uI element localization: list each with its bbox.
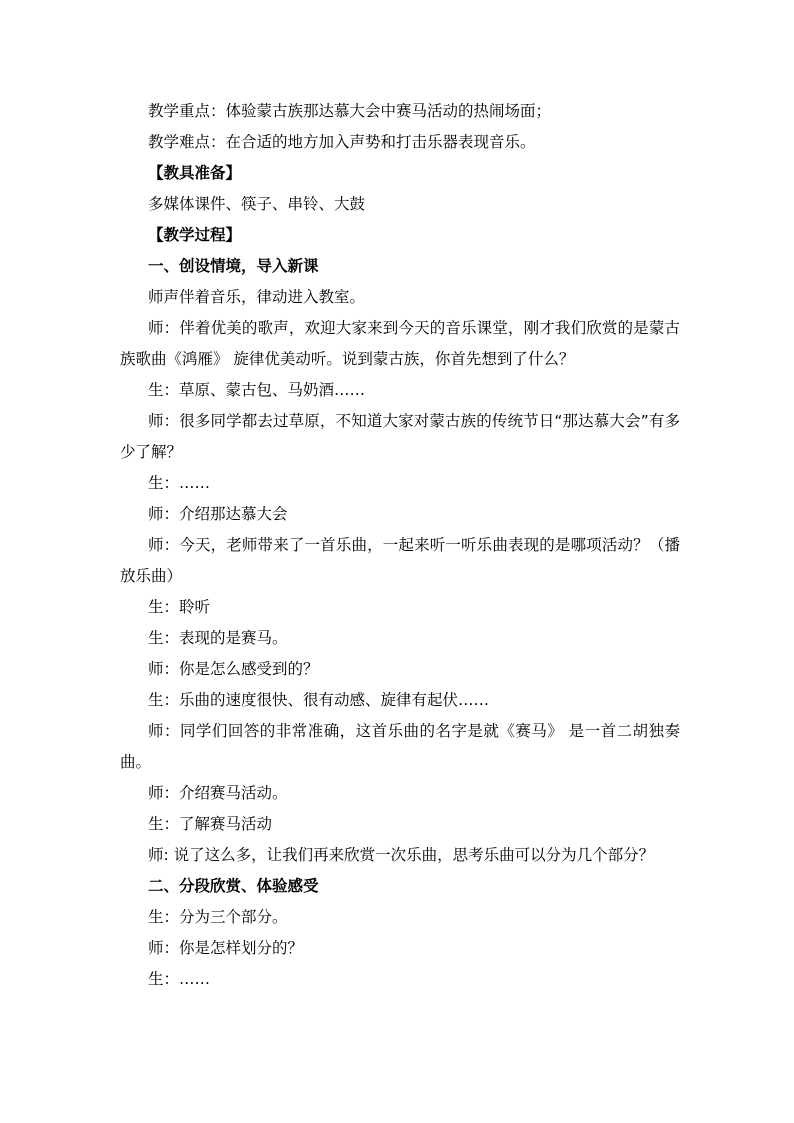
text-line-teaching-focus: 教学重点：体验蒙古族那达慕大会中赛马活动的热闹场面； bbox=[148, 102, 552, 120]
text-line: 师：介绍赛马活动。 bbox=[148, 784, 288, 802]
text-line: 生：…… bbox=[148, 474, 211, 492]
text-line: 师：你是怎样划分的？ bbox=[148, 939, 304, 957]
text-line: 生：表现的是赛马。 bbox=[148, 629, 288, 647]
text-line: 生：了解赛马活动 bbox=[148, 815, 273, 833]
document-page bbox=[120, 96, 680, 995]
text-line-materials: 多媒体课件、筷子、串铃、大鼓 bbox=[148, 195, 366, 213]
text-line: 生：分为三个部分。 bbox=[148, 908, 288, 926]
subsection-heading-intro: 一、创设情境，导入新课 bbox=[148, 257, 319, 275]
text-line: 生：…… bbox=[148, 970, 211, 988]
text-line: 师声伴着音乐，律动进入教室。 bbox=[148, 288, 366, 306]
section-heading-materials: 【教具准备】 bbox=[148, 164, 242, 182]
section-heading-process: 【教学过程】 bbox=[148, 226, 242, 244]
text-paragraph: 师：同学们回答的非常准确，这首乐曲的名字是就《赛马》 是一首二胡独奏曲。 bbox=[120, 722, 680, 771]
text-line: 师：介绍那达慕大会 bbox=[148, 505, 288, 523]
text-paragraph: 师：很多同学都去过草原，不知道大家对蒙古族的传统节日“那达慕大会”有多少了解？ bbox=[120, 412, 680, 461]
subsection-heading-appreciation: 二、分段欣赏、体验感受 bbox=[148, 877, 319, 895]
text-line: 生：草原、蒙古包、马奶酒…… bbox=[148, 381, 366, 399]
text-line-teaching-difficulty: 教学难点：在合适的地方加入声势和打击乐器表现音乐。 bbox=[148, 133, 536, 151]
text-line: 生：聆听 bbox=[148, 598, 211, 616]
text-line: 师: 说了这么多，让我们再来欣赏一次乐曲，思考乐曲可以分为几个部分？ bbox=[148, 846, 655, 864]
text-line: 生：乐曲的速度很快、很有动感、旋律有起伏…… bbox=[148, 691, 490, 709]
text-paragraph: 师：伴着优美的歌声，欢迎大家来到今天的音乐课堂，刚才我们欣赏的是蒙古族歌曲《鸿雁》 旋律优美动听。说到蒙古族，你首先想到了什么？ bbox=[120, 319, 680, 368]
text-paragraph: 师：今天，老师带来了一首乐曲，一起来听一听乐曲表现的是哪项活动？（播放乐曲） bbox=[120, 536, 680, 585]
text-line: 师：你是怎么感受到的？ bbox=[148, 660, 319, 678]
